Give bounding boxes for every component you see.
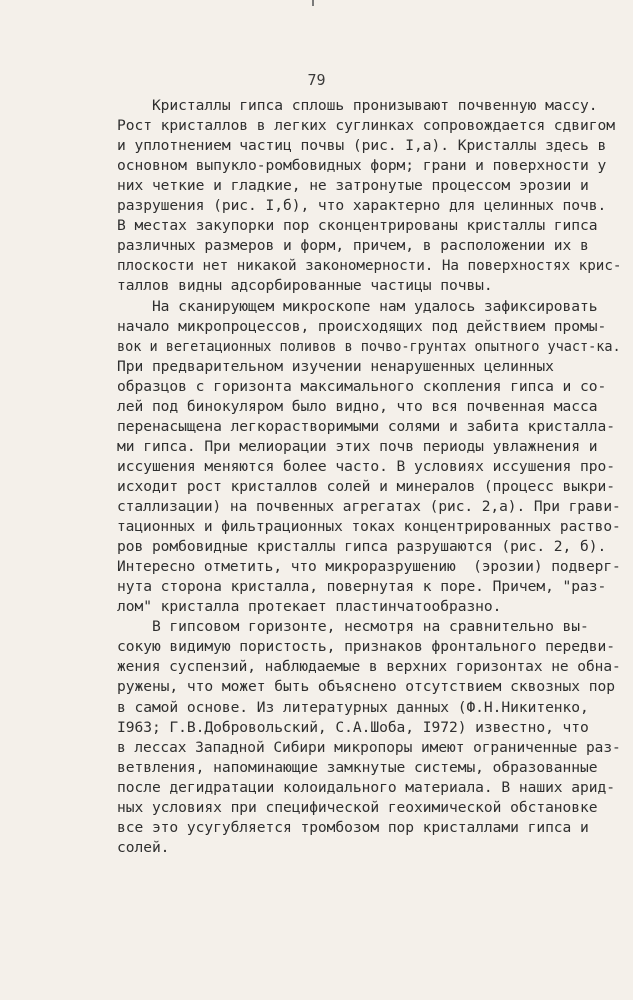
text-line: все это усугубляется тромбозом пор кристаллами гипса и (117, 818, 589, 836)
text-line: лом" кристалла протекает пластинчатообразно. (117, 598, 502, 616)
text-line: При предварительном изучении ненарушенных целинных (117, 357, 554, 375)
text-line: ров ромбовидные кристаллы гипса разрушаются (рис. 2, б). (117, 538, 607, 556)
text-line: различных размеров и форм, причем, в расположении их в (117, 237, 589, 255)
text-line: I963; Г.В.Добровольский, С.А.Шоба, I972) известно, что (117, 718, 589, 736)
text-line: лей под бинокуляром было видно, что вся почвенная масса (117, 397, 598, 415)
text-line: образцов с горизонта максимального скопления гипса и со- (117, 377, 607, 395)
text-line: основном выпукло-ромбовидных форм; грани и поверхности у (117, 157, 607, 175)
text-line: начало микропроцессов, происходящих под действием промы- (117, 317, 607, 335)
text-line: сталлизации) на почвенных агрегатах (рис. 2,а). При грави- (117, 498, 621, 515)
text-line: жения суспензий, наблюдаемые в верхних горизонтах не обна- (117, 658, 621, 676)
text-line: исходит рост кристаллов солей и минералов (процесс выкри- (117, 477, 615, 495)
text-line: перенасыщена легкорастворимыми солями и забита кристалла- (117, 417, 615, 435)
text-line: плоскости нет никакой закономерности. На поверхностях крис- (117, 257, 622, 275)
text-line: солей. (117, 838, 170, 856)
text-line: вок и вегетационных поливов в почво-грунтах опытного участ-ка. (117, 337, 621, 355)
text-line: в лессах Западной Сибири микропоры имеют ограниченные раз- (117, 738, 621, 756)
text-line: в самой основе. Из литературных данных (Ф.Н.Никитенко, (117, 698, 589, 716)
text-line: В гипсовом горизонте, несмотря на сравнительно вы- (117, 618, 589, 636)
text-line: ружены, что может быть объяснено отсутствием сквозных пор (117, 678, 615, 696)
text-line: разрушения (рис. I,б), что характерно для целинных почв. (117, 197, 607, 215)
text-line: ми гипса. При мелиорации этих почв периоды увлажнения и (117, 437, 598, 455)
text-line: сокую видимую пористость, признаков фронтального передви- (117, 638, 615, 656)
text-line: и уплотнением частиц почвы (рис. I,а). Кристаллы здесь в (117, 137, 607, 155)
text-line: ветвления, напоминающие замкнутые системы, образованные (117, 758, 598, 776)
text-line: них четкие и гладкие, не затронутые процессом эрозии и (117, 177, 589, 195)
text-line: Кристаллы гипса сплошь пронизывают почвенную массу. (117, 97, 598, 114)
text-line: нута сторона кристалла, повернутая к поре. Причем, "раз- (117, 578, 607, 596)
text-line: после дегидратации колоидального материала. В наших арид- (117, 778, 615, 796)
text-line: тационных и фильтрационных токах концентрированных раство- (117, 518, 621, 536)
text-line: Интересно отметить, что микроразрушению (эрозии) подверг- (117, 558, 621, 576)
text-line: На сканирующем микроскопе нам удалось зафиксировать (117, 297, 598, 315)
page-number: 79 (307, 71, 326, 89)
text-line: ных условиях при специфической геохимической обстановке (117, 798, 598, 816)
text-line: таллов видны адсорбированные частицы почвы. (117, 277, 493, 295)
text-line: иссушения меняются более часто. В условиях иссушения про- (117, 457, 615, 475)
text-line: В местах закупорки пор сконцентрированы кристаллы гипса (117, 217, 598, 235)
text-line: Рост кристаллов в легких суглинках сопровождается сдвигом (117, 117, 615, 135)
